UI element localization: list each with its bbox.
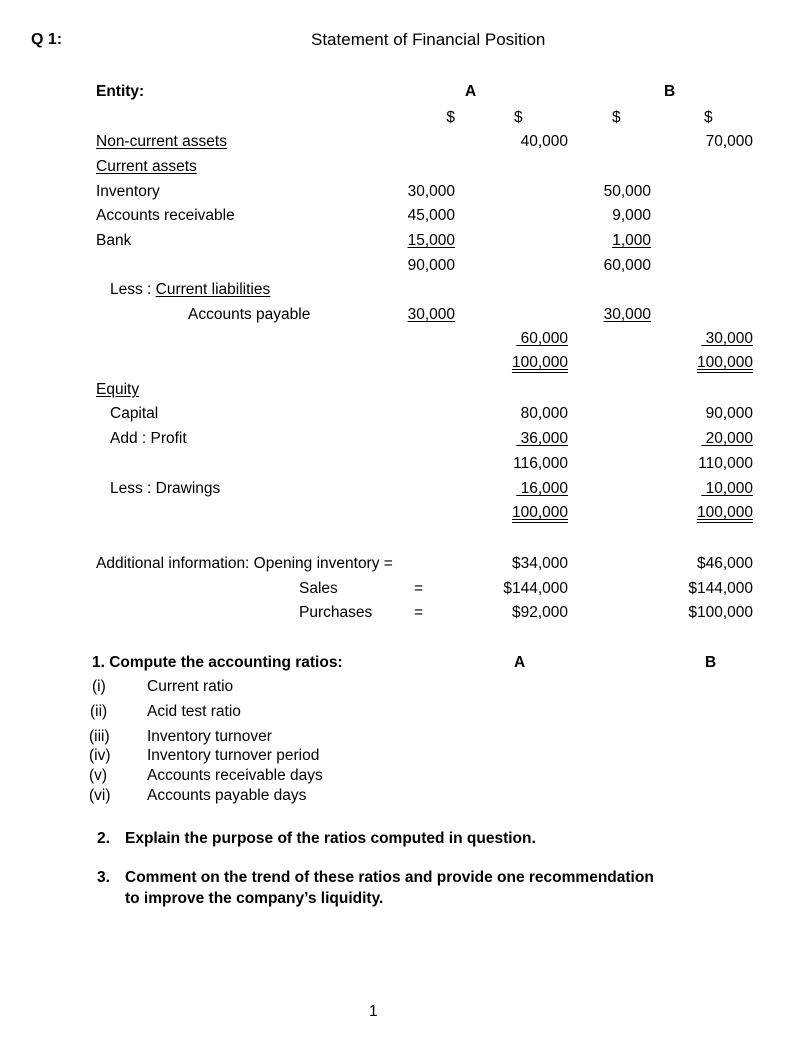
- currency-a2: $: [514, 109, 523, 126]
- entity-label: Entity:: [96, 83, 145, 100]
- total-net-assets-a: 100,000: [511, 354, 568, 371]
- non-current-assets-label: Non-current assets: [96, 133, 227, 150]
- current-liabilities-row: [110, 281, 270, 299]
- sales-a: $144,000: [503, 580, 568, 597]
- drawings-a: 16,000: [520, 480, 568, 497]
- accounts-payable-a: 30,000: [407, 306, 455, 323]
- ratio-num: (iii): [89, 728, 110, 745]
- subtotal-a: 116,000: [513, 455, 568, 472]
- ratio-num: (iv): [89, 747, 111, 764]
- accounts-receivable-a: 45,000: [407, 207, 455, 224]
- question-2: Explain the purpose of the ratios computed in question.: [125, 830, 536, 847]
- entity-b-header: B: [664, 83, 676, 100]
- ratio-column-b: B: [705, 654, 717, 671]
- question-label: Q 1:: [31, 31, 63, 48]
- ratio-label: Current ratio: [147, 678, 234, 695]
- accounts-payable-label: Accounts payable: [188, 306, 311, 323]
- total-equity-a: 100,000: [511, 504, 568, 521]
- currency-b1: $: [612, 109, 621, 126]
- question-3-line-2: to improve the company’s liquidity.: [125, 890, 384, 907]
- current-total-b: 60,000: [603, 257, 651, 274]
- opening-inventory-a: $34,000: [511, 555, 568, 572]
- capital-b: 90,000: [705, 405, 753, 422]
- current-liabilities-label: Current liabilities: [155, 281, 271, 298]
- total-equity-b: 100,000: [696, 504, 753, 521]
- ratio-num: (vi): [89, 787, 111, 804]
- entity-a-header: A: [465, 83, 477, 100]
- ratio-num: (ii): [90, 703, 108, 720]
- opening-inventory-b: $46,000: [696, 555, 753, 572]
- question-2-number: 2.: [97, 830, 110, 847]
- currency-a1: $: [446, 109, 455, 126]
- question-3-number: 3.: [97, 869, 110, 886]
- inventory-a: 30,000: [407, 183, 455, 200]
- ratio-label: Inventory turnover period: [147, 747, 320, 764]
- accounts-payable-b: 30,000: [603, 306, 651, 323]
- non-current-assets-b: 70,000: [705, 133, 753, 150]
- total-net-assets-b: 100,000: [696, 354, 753, 371]
- non-current-assets-a: 40,000: [520, 133, 568, 150]
- ratio-label: Accounts payable days: [147, 787, 307, 804]
- ratio-column-a: A: [514, 654, 526, 671]
- accounts-receivable-label: Accounts receivable: [96, 207, 235, 224]
- accounts-receivable-b: 9,000: [612, 207, 651, 224]
- less-drawings-label: Less : Drawings: [110, 480, 221, 497]
- inventory-label: Inventory: [96, 183, 160, 200]
- bank-label: Bank: [96, 232, 132, 249]
- ratio-num: (i): [92, 678, 106, 695]
- purchases-a: $92,000: [511, 604, 568, 621]
- page-title: Statement of Financial Position: [311, 30, 546, 49]
- ratio-label: Accounts receivable days: [147, 767, 323, 784]
- inventory-b: 50,000: [603, 183, 651, 200]
- purchases-b: $100,000: [688, 604, 753, 621]
- less-prefix: Less :: [110, 281, 156, 298]
- bank-a: 15,000: [407, 232, 455, 249]
- add-profit-label: Add : Profit: [110, 430, 187, 447]
- bank-b: 1,000: [612, 232, 651, 249]
- ratio-label: Inventory turnover: [147, 728, 272, 745]
- current-total-a: 90,000: [407, 257, 455, 274]
- additional-info-intro: Additional information: Opening inventory =: [96, 555, 393, 572]
- sales-b: $144,000: [688, 580, 753, 597]
- profit-a: 36,000: [520, 430, 568, 447]
- ratio-label: Acid test ratio: [147, 703, 241, 720]
- sales-label: Sales: [299, 580, 338, 597]
- capital-a: 80,000: [520, 405, 568, 422]
- capital-label: Capital: [110, 405, 159, 422]
- drawings-b: 10,000: [705, 480, 753, 497]
- purchases-equals: =: [414, 604, 424, 621]
- net-current-a: 60,000: [520, 330, 568, 347]
- purchases-label: Purchases: [299, 604, 373, 621]
- profit-b: 20,000: [705, 430, 753, 447]
- currency-b2: $: [704, 109, 713, 126]
- sales-equals: =: [414, 580, 424, 597]
- equity-label: Equity: [96, 381, 140, 398]
- net-current-b: 30,000: [705, 330, 753, 347]
- question-3-line-1: Comment on the trend of these ratios and provide one recommendation: [125, 869, 654, 886]
- current-assets-label: Current assets: [96, 158, 197, 175]
- ratio-num: (v): [89, 767, 108, 784]
- question-1: 1. Compute the accounting ratios:: [92, 654, 343, 671]
- page-number: 1: [369, 1003, 378, 1020]
- subtotal-b: 110,000: [698, 455, 753, 472]
